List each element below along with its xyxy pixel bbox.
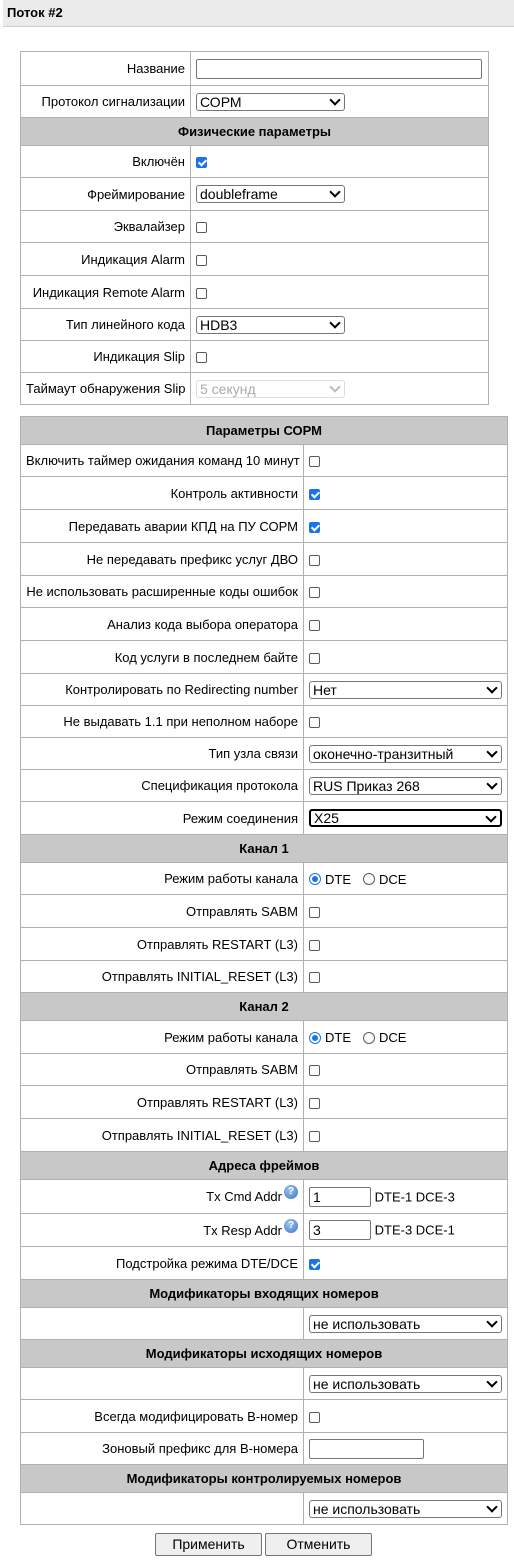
activity-checkbox[interactable]	[309, 489, 320, 500]
no-ext-codes-checkbox[interactable]	[309, 587, 320, 598]
operator-code-checkbox[interactable]	[309, 620, 320, 631]
channel2-sabm-checkbox[interactable]	[309, 1065, 320, 1076]
redirecting-select[interactable]	[309, 681, 502, 699]
tx-cmd-label-cell	[21, 1180, 304, 1214]
remote-alarm-checkbox[interactable]	[196, 288, 207, 299]
signaling-select[interactable]	[196, 93, 345, 111]
help-icon[interactable]: ?	[284, 1185, 298, 1199]
apply-button[interactable]: Применить	[155, 1533, 262, 1556]
sorm-section-header: Параметры СОРМ	[21, 417, 508, 445]
tx-cmd-label: Tx Cmd Addr	[206, 1189, 282, 1204]
channel2-dce-label: DCE	[379, 1030, 407, 1046]
no-ext-codes-label: Не использовать расширенные коды ошибок	[21, 576, 304, 608]
redirecting-value: Нет	[313, 681, 337, 698]
help-icon[interactable]: ?	[284, 1219, 298, 1233]
phys-section-header: Физические параметры	[21, 118, 489, 146]
tx-resp-label: Tx Resp Addr	[203, 1222, 282, 1238]
channel1-mode-label: Режим работы канала	[21, 863, 304, 895]
framing-label: Фреймирование	[21, 178, 191, 211]
tx-cmd-hint: DTE-1 DCE-3	[374, 1189, 455, 1204]
outgoing-section-header: Модификаторы исходящих номеров	[21, 1340, 508, 1368]
chevron-down-icon	[486, 1316, 497, 1327]
alarms-label: Передавать аварии КПД на ПУ СОРМ	[21, 510, 304, 543]
main-params-table	[20, 51, 489, 405]
cancel-button[interactable]: Отменить	[265, 1533, 372, 1556]
channel2-dce-radio[interactable]	[363, 1032, 375, 1044]
enabled-label: Включён	[21, 146, 191, 178]
timer-checkbox[interactable]	[309, 456, 320, 467]
no-11-checkbox[interactable]	[309, 717, 320, 728]
channel2-dte-label: DTE	[325, 1030, 351, 1046]
outgoing-value: не использовать	[313, 1375, 421, 1392]
channel1-initial-reset-checkbox[interactable]	[309, 972, 320, 983]
incoming-section-header: Модификаторы входящих номеров	[21, 1280, 508, 1308]
chevron-down-icon	[486, 746, 497, 757]
channel2-mode-label: Режим работы канала	[21, 1021, 304, 1054]
name-input[interactable]	[196, 59, 482, 79]
incoming-empty-cell	[21, 1308, 304, 1340]
zone-prefix-label: Зоновый префикс для B-номера	[21, 1433, 304, 1465]
equalizer-checkbox[interactable]	[196, 222, 207, 233]
chevron-down-icon	[486, 1501, 497, 1512]
signaling-label: Протокол сигнализации	[21, 86, 191, 118]
zone-prefix-input[interactable]	[309, 1439, 424, 1459]
activity-label: Контроль активности	[21, 477, 304, 510]
auto-mode-label: Подстройка режима DTE/DCE	[21, 1247, 304, 1280]
channel1-dce-label: DCE	[379, 871, 407, 887]
channel2-restart-checkbox[interactable]	[309, 1098, 320, 1109]
channel2-section-header: Канал 2	[21, 993, 508, 1021]
remote-alarm-label: Индикация Remote Alarm	[21, 276, 191, 309]
spec-label: Спецификация протокола	[21, 770, 304, 802]
always-b-checkbox[interactable]	[309, 1412, 320, 1423]
node-type-select[interactable]	[309, 745, 502, 763]
line-code-label: Тип линейного кода	[21, 309, 191, 341]
outgoing-empty-cell	[21, 1368, 304, 1400]
controlled-empty-cell	[21, 1493, 304, 1525]
outgoing-select[interactable]	[309, 1375, 502, 1393]
chevron-down-icon	[485, 811, 496, 822]
channel1-section-header: Канал 1	[21, 835, 508, 863]
slip-timeout-value: 5 секунд	[200, 380, 256, 397]
alarm-label: Индикация Alarm	[21, 243, 191, 276]
channel1-restart-checkbox[interactable]	[309, 940, 320, 951]
name-label: Название	[21, 52, 191, 86]
channel1-sabm-label: Отправлять SABM	[21, 895, 304, 928]
service-code-checkbox[interactable]	[309, 653, 320, 664]
tx-resp-input[interactable]: 3	[309, 1220, 371, 1240]
channel2-initial-reset-label: Отправлять INITIAL_RESET (L3)	[21, 1119, 304, 1152]
chevron-down-icon	[329, 317, 340, 328]
no-prefix-label: Не передавать префикс услуг ДВО	[21, 543, 304, 576]
frames-section-header: Адреса фреймов	[21, 1152, 508, 1180]
controlled-select[interactable]	[309, 1500, 502, 1518]
chevron-down-icon	[486, 682, 497, 693]
service-code-label: Код услуги в последнем байте	[21, 641, 304, 674]
timer-label: Включить таймер ожидания команд 10 минут	[21, 445, 304, 477]
controlled-section-header: Модификаторы контролируемых номеров	[21, 1465, 508, 1493]
conn-mode-select[interactable]	[309, 809, 502, 827]
no-prefix-checkbox[interactable]	[309, 555, 320, 566]
channel2-dte-radio[interactable]	[309, 1032, 321, 1044]
framing-value: doubleframe	[200, 186, 278, 202]
tx-resp-label-cell	[21, 1214, 304, 1247]
alarm-checkbox[interactable]	[196, 255, 207, 266]
node-type-label: Тип узла связи	[21, 738, 304, 770]
line-code-value: HDB3	[200, 316, 238, 333]
chevron-down-icon	[329, 381, 340, 392]
incoming-select[interactable]	[309, 1315, 502, 1333]
channel1-initial-reset-label: Отправлять INITIAL_RESET (L3)	[21, 961, 304, 993]
slip-checkbox[interactable]	[196, 352, 207, 363]
chevron-down-icon	[329, 186, 340, 197]
channel2-sabm-label: Отправлять SABM	[21, 1054, 304, 1086]
page-title: Поток #2	[7, 5, 63, 20]
controlled-value: не использовать	[313, 1500, 421, 1517]
auto-mode-checkbox[interactable]	[309, 1259, 320, 1270]
redirecting-label: Контролировать по Redirecting number	[21, 674, 304, 706]
chevron-down-icon	[329, 94, 340, 105]
incoming-value: не использовать	[313, 1315, 421, 1332]
signaling-value: СОРМ	[200, 93, 242, 110]
page-header	[3, 0, 514, 27]
spec-select[interactable]	[309, 777, 502, 795]
channel1-sabm-checkbox[interactable]	[309, 907, 320, 918]
channel1-dte-label: DTE	[325, 871, 351, 887]
operator-code-label: Анализ кода выбора оператора	[21, 608, 304, 641]
tx-cmd-input[interactable]: 1	[309, 1187, 371, 1207]
sorm-params-table	[20, 416, 508, 1525]
channel2-initial-reset-checkbox[interactable]	[309, 1131, 320, 1142]
conn-mode-label: Режим соединения	[21, 802, 304, 835]
channel1-dce-radio[interactable]	[363, 873, 375, 885]
spec-value: RUS Приказ 268	[313, 777, 420, 794]
chevron-down-icon	[486, 778, 497, 789]
conn-mode-value: X25	[314, 810, 339, 826]
enabled-checkbox[interactable]	[196, 157, 207, 168]
framing-select[interactable]	[196, 185, 345, 203]
slip-label: Индикация Slip	[21, 341, 191, 373]
channel1-restart-label: Отправлять RESTART (L3)	[21, 928, 304, 961]
node-type-value: оконечно-транзитный	[313, 745, 454, 762]
no-11-label: Не выдавать 1.1 при неполном наборе	[21, 706, 304, 738]
slip-timeout-select	[196, 380, 345, 398]
equalizer-label: Эквалайзер	[21, 211, 191, 243]
slip-timeout-label: Таймаут обнаружения Slip	[21, 373, 191, 405]
channel1-dte-radio[interactable]	[309, 873, 321, 885]
chevron-down-icon	[486, 1376, 497, 1387]
tx-resp-hint: DTE-3 DCE-1	[374, 1222, 455, 1238]
alarms-checkbox[interactable]	[309, 522, 320, 533]
channel2-restart-label: Отправлять RESTART (L3)	[21, 1086, 304, 1119]
always-b-label: Всегда модифицировать B-номер	[21, 1400, 304, 1433]
line-code-select[interactable]	[196, 316, 345, 334]
